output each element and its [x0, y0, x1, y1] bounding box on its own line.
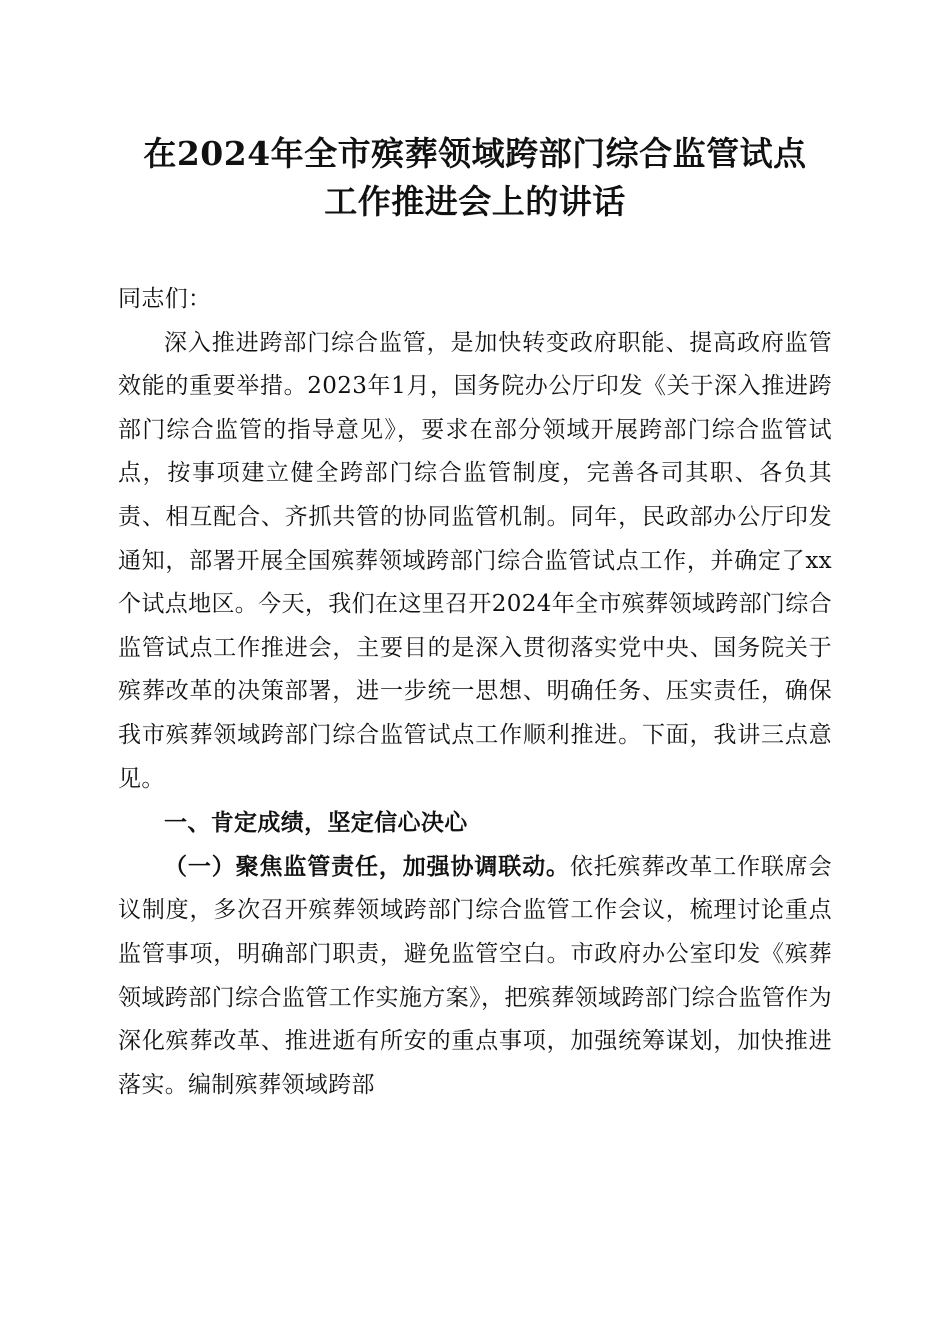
document-title [118, 130, 832, 226]
title-line-2: 工作推进会上的讲话 [324, 182, 626, 221]
title-line-1: 在2024年全市殡葬领域跨部门综合监管试点 [143, 134, 807, 173]
subsection-paragraph-1 [118, 845, 832, 1108]
salutation: 同志们： [118, 286, 212, 312]
intro-paragraph: 深入推进跨部门综合监管，是加快转变政府职能、提高政府监管效能的重要举措。2023年1月，国务院办公厅印发《关于深入推进跨部门综合监管的指导意见》，要求在部分领域开展跨部门综合监管试点，按事项建立健全跨部门综合监管制度，完善各司其职、各负其责、相互配合、齐抓共管的协同监管机制。同年，民政部办公厅印发通知，部署开展全国殡葬领域跨部门综合监管试点工作，并确定了xx个试点地区。今天，我们在这里召开2024年全市殡葬领域跨部门综合监管试点工作推进会，主要目的是深入贯彻落实党中央、国务院关于殡葬改革的决策部署，进一步统一思想、明确任务、压实责任，确保我市殡葬领域跨部门综合监管试点工作顺利推进。下面，我讲三点意见。 [118, 329, 832, 792]
section-heading-1: 一、肯定成绩，坚定信心决心 [164, 809, 468, 837]
document-body [118, 278, 832, 1107]
subsection-heading-1: （一）聚焦监管责任，加强协调联动。 [164, 852, 570, 880]
subsection-text-1: 依托殡葬改革工作联席会议制度，多次召开殡葬领域跨部门综合监管工作会议，梳理讨论重点监管事项，明确部门职责，避免监管空白。市政府办公室印发《殡葬领域跨部门综合监管工作实施方案》，把殡葬领域跨部门综合监管作为深化殡葬改革、推进逝有所安的重点事项，加强统筹谋划，加快推进落实。编制殡葬领域跨部 [118, 853, 832, 1098]
